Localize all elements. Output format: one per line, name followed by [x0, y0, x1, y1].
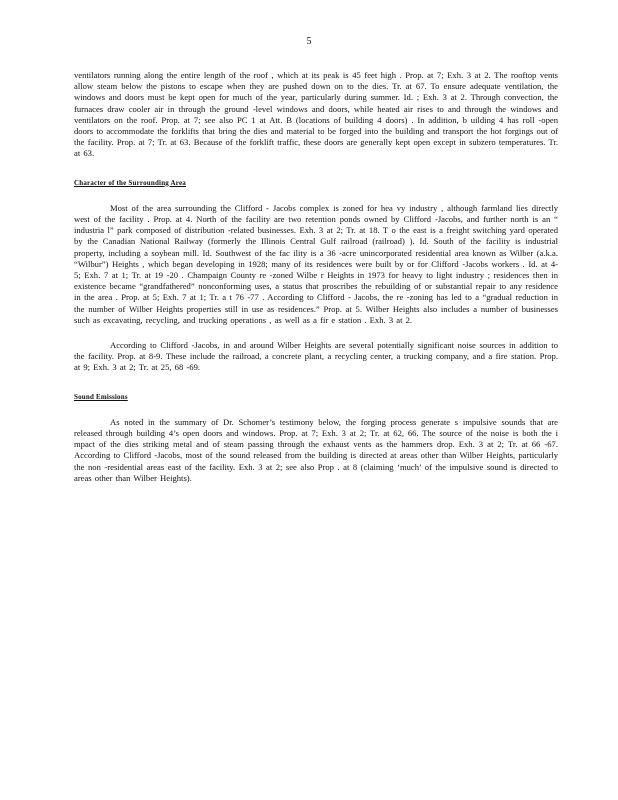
spacer: [74, 189, 558, 203]
paragraph-ventilation: ventilators running along the entire length of the roof , which at its peak is 45 feet high . Prop. at 7; Exh. 3 at 2. The rooftop vents allow steam below the pistons to escape when they are pushed down on to the dies. Tr. at 67. To ensure adequate ventilation, the windows and doors must be kept open for much of the year, particularly during summer. Id. ; Exh. 3 at 2. Through convection, the furnaces draw cooler air in through the ground -level windows and doors, while heated air rises to and through the windows and ventilators on the roof. Prop. at 7; see also PC 1 at Att. B (locations of building 4 doors) . In addition, b uilding 4 has roll -open doors to accommodate the forklifts that bring the dies and material to be forged into the building and transport the hot forgings out of the facility. Prop. at 7; Tr. at 63. Because of the forklift traffic, these doors are generally kept open except in subzero temperatures. Tr. at 63.: [74, 70, 558, 159]
section-heading-surrounding-area: Character of the Surrounding Area: [74, 178, 186, 187]
paragraph-sound-emissions: As noted in the summary of Dr. Schomer’s testimony below, the forging process generate s impulsive sounds that are released through building 4’s open doors and windows. Prop. at 7; Exh. 3 at 2; Tr. at 62, 66. The source of the noise is both the i mpact of the dies striking metal and of steam passing through the exhaust vents as the hammers drop. Exh. 3 at 2; Tr. at 66 -67. According to Clifford -Jacobs, most of the sound released from the building is directed at areas other than Wilber Heights, particularly the non -residential areas east of the facility. Exh. 3 at 2; see also Prop . at 8 (claiming ‘much’ of the impulsive sound is directed to areas other than Wilber Heights).: [74, 416, 558, 483]
spacer: [74, 326, 558, 340]
spacer: [74, 160, 558, 178]
spacer: [74, 403, 558, 417]
page-number: 5: [306, 36, 312, 47]
spacer: [74, 374, 558, 392]
document-body: [74, 70, 558, 484]
section-heading-sound-emissions: Sound Emissions: [74, 392, 128, 401]
paragraph-surrounding-area: Most of the area surrounding the Clifford - Jacobs complex is zoned for hea vy industry , although farmland lies directly west of the facility . Prop. at 4. North of the facility are two retention ponds owned by Clifford -Jacobs, and further north is an “ industria l” park composed of distribution -related businesses. Exh. 3 at 2; Tr. at 18. T o the east is a freight switching yard operated by the Canadian National Railway (formerly the Illinois Central Gulf railroad (railroad) ). Id. South of the facility is industrial property, including a soybean mill. Id. Southwest of the fac ility is a 36 -acre unincorporated residential area known as Wilber (a.k.a. “Wilbur”) Heights , which began developing in 1928; many of its residences were built by or for Clifford -Jacobs workers . Id. at 4- 5; Exh. 7 at 1; Tr. at 19 -20 . Champaign County re -zoned Wilbe r Heights in 1973 for heavy to light industry ; residences then in existence became “grandfathered” nonconforming uses, a status that proscribes the rebuilding of or substantial repair to any residence in the area . Prop. at 5; Exh. 7 at 1; Tr. a t 76 -77 . According to Clifford - Jacobs, the re -zoning has led to a “gradual reduction in the number of Wilber Heights properties still in use as residences.” Prop. at 5. Wilber Heights also includes a number of businesses such as excavating, recycling, and trucking operations , as well as a fir e station . Exh. 3 at 2.: [74, 202, 558, 325]
paragraph-noise-sources: According to Clifford -Jacobs, in and around Wilber Heights are several potentially significant noise sources in addition to the facility. Prop. at 8-9. These include the railroad, a concrete plant, a recycling center, a trucking company, and a fire station. Prop. at 9; Exh. 3 at 2; Tr. at 25, 68 -69.: [74, 340, 558, 373]
